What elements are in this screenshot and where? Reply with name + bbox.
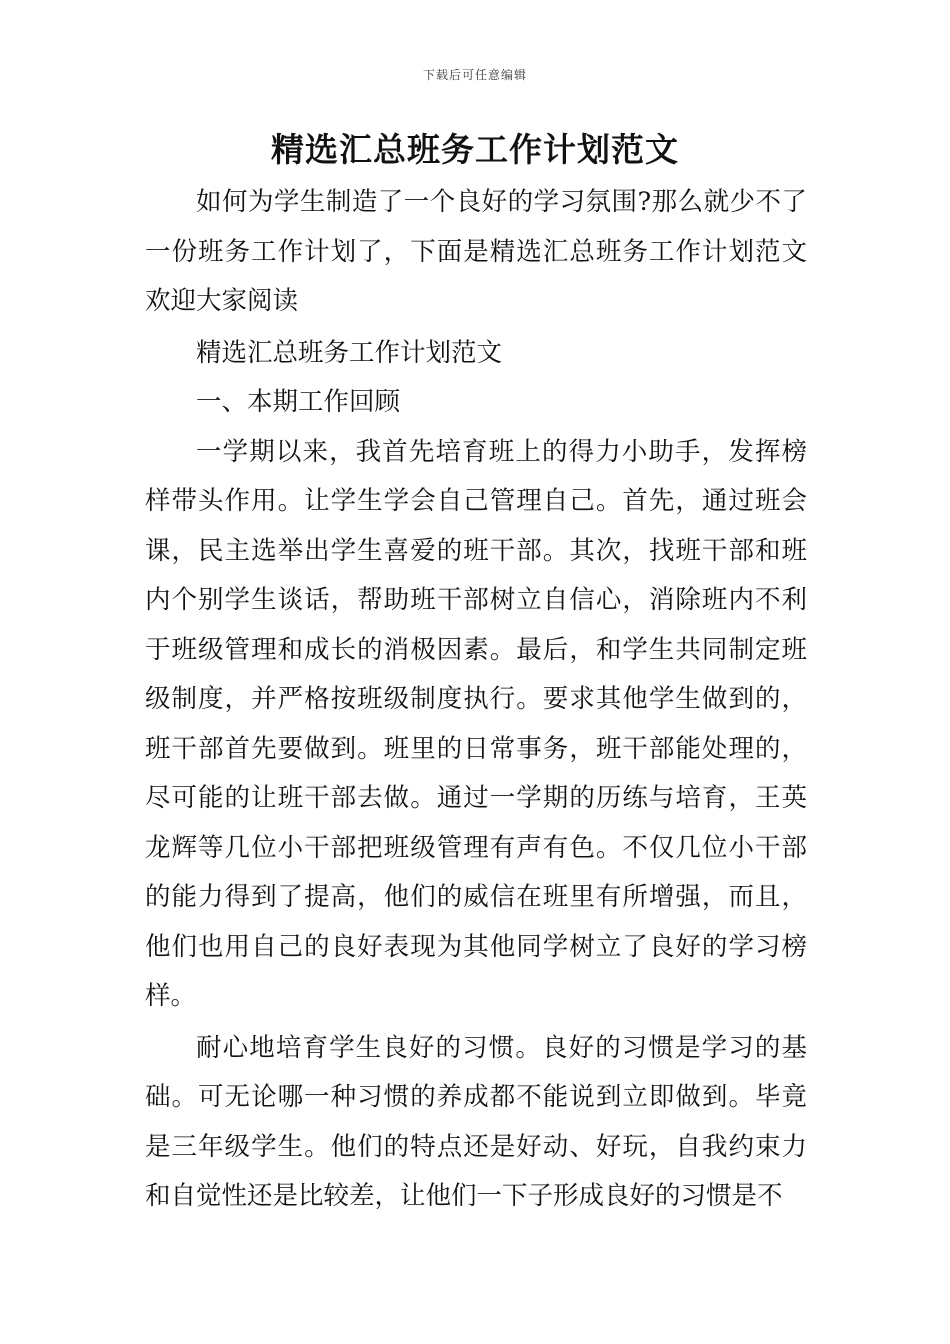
document-title: 精选汇总班务工作计划范文 (271, 130, 679, 169)
intro-paragraph: 如何为学生制造了一个良好的学习氛围?那么就少不了一份班务工作计划了，下面是精选汇总班务工作计划范文欢迎大家阅读 (145, 187, 807, 316)
header-note: 下载后可任意编辑 (422, 68, 527, 82)
body-paragraph: 耐心地培育学生良好的习惯。良好的习惯是学习的基础。可无论哪一种习惯的养成都不能说到立即做到。毕竟是三年级学生。他们的特点还是好动、好玩，自我约束力和自觉性还是比较差，让他们一下子形成良好的习惯是不 (145, 1032, 807, 1211)
subtitle-paragraph: 精选汇总班务工作计划范文 (196, 337, 503, 368)
body-paragraph: 一学期以来，我首先培育班上的得力小助手，发挥榜样带头作用。让学生学会自己管理自己。首先，通过班会课，民主选举出学生喜爱的班干部。其次，找班干部和班内个别学生谈话，帮助班干部树立自信心，消除班内不利于班级管理和成长的消极因素。最后，和学生共同制定班级制度，并严格按班级制度执行。要求其他学生做到的，班干部首先要做到。班里的日常事务，班干部能处理的，尽可能的让班干部去做。通过一学期的历练与培育，王英龙辉等几位小干部把班级管理有声有色。不仅几位小干部的能力得到了提高，他们的威信在班里有所增强，而且，他们也用自己的良好表现为其他同学树立了良好的学习榜样。 (145, 436, 807, 1011)
document-body (145, 178, 807, 1222)
section-heading: 一、本期工作回顾 (196, 387, 401, 417)
